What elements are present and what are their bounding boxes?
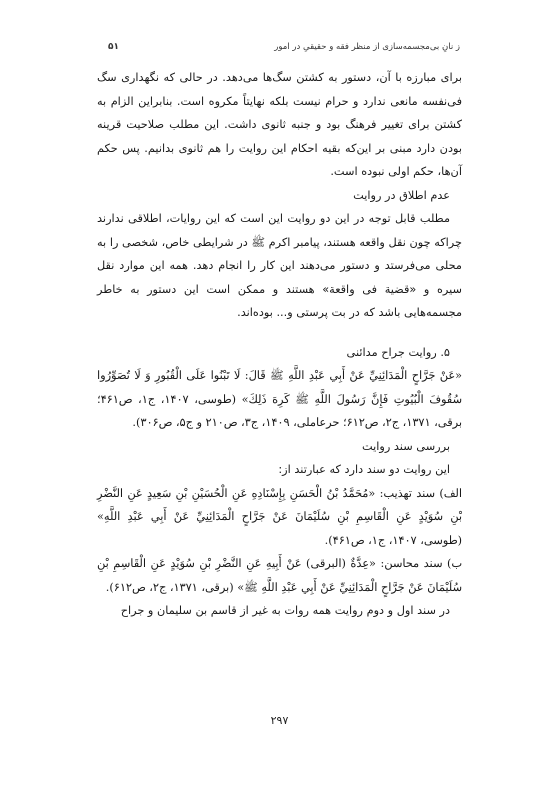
section-heading-jarrah-narration: ۵. روایت جراح مدائنی — [346, 345, 450, 359]
section-heading-no-generality: عدم اطلاق در روایت — [353, 188, 450, 202]
paragraph-2: مطلب قابل توجه در این دو روایت این است که این روایات، اطلاقی ندارند چراکه چون نقل واقعه هستند، پیامبر اکرم ﷺ در شرایطی خاص، شخصی را به محلی می‌فرستد و دستور می‌دهند این کار را انجام دهد. همه این موارد نقل سیره و «قضیة فی واقعة» هستند و ممکن است این دستور به خاطر مجسمه‌هایی باشد که در بت پرستی و... بوده‌اند. — [97, 212, 462, 319]
running-header — [108, 42, 460, 52]
page-number: ۲۹۷ — [270, 714, 289, 727]
body-text — [97, 66, 462, 623]
narration-quote: «عَنْ جَرَّاحٍ الْمَدَائِنِيِّ عَنْ أَبِي عَبْدِ اللَّهِ ﷺ قَالَ: لَا تَبْنُوا عَلَى الْقُبُورِ وَ لَا تُصَوِّرُوا سُقُوفَ الْبُيُوتِ فَإِنَّ رَسُولَ اللَّهِ ﷺ كَرِهَ ذَلِكَ» (طوسی، ۱۴۰۷، ج۱، ص۴۶۱؛ برقی، ۱۳۷۱، ج۲، ص۶۱۲؛ حرعاملی، ۱۴۰۹، ج۳، ص۲۱۰ و ج۵، ص۳۰۶). — [97, 369, 463, 429]
paragraph-chains-intro: این روایت دو سند دارد که عبارتند از: — [278, 463, 450, 476]
chain-tahdhib: الف) سند تهذیب: «مُحَمَّدُ بْنُ الْحَسَنِ بِإِسْنَادِهِ عَنِ الْحُسَيْنِ بْنِ سَعِيدٍ عَنِ النَّضْرِ بْنِ سُوَيْدٍ عَنِ الْقَاسِمِ بْنِ سُلَيْمَانَ عَنْ جَرَّاحٍ الْمَدَائِنِيِّ عَنْ أَبِي عَبْدِ اللَّهِ» (طوسی، ۱۴۰۷، ج۱، ص۴۶۱). — [97, 486, 462, 547]
section-spacer — [97, 325, 462, 341]
section-heading-chain-review: بررسی سند روایت — [362, 439, 450, 453]
paragraph-1: برای مبارزه با آن، دستور به کشتن سگ‌ها می‌دهد. در حالی که نگهداری سگ فی‌نفسه مانعی ندارد و حرام نیست بلکه نهایتاً مکروه است. بنابراین الزام به کشتن برای تغییر فرهنگ بود و جنبه ثانوی داشت. این مطلب صلاحیت قرینه بودن دارد مبنی بر این‌که بقیه احکام این روایت را هم ثانوی بدانیم. پس حکم آن‌ها، حکم اولی نبوده است. — [97, 71, 462, 178]
paragraph-chains-analysis: در سند اول و دوم روایت همه روات به غیر از قاسم بن سلیمان و جراح — [120, 604, 450, 617]
running-header-title: ز نانِ بی‌مجسمه‌سازی از منظر فقه و حقیقیِ در امور — [274, 42, 460, 52]
chain-mahasin: ب) سند محاسن: «عِدَّةٌ (البرقی) عَنْ أَبِيهِ عَنِ النَّضْرِ بْنِ سُوَيْدٍ عَنِ الْقَاسِمِ بْنِ سُلَيْمَانَ عَنْ جَرَّاحٍ الْمَدَائِنِيِّ عَنْ أَبِي عَبْدِ اللَّهِ ﷺ» (برقی، ۱۳۷۱، ج۲، ص۶۱۲). — [97, 557, 462, 594]
running-header-page-number: ۵۱ — [108, 42, 119, 52]
